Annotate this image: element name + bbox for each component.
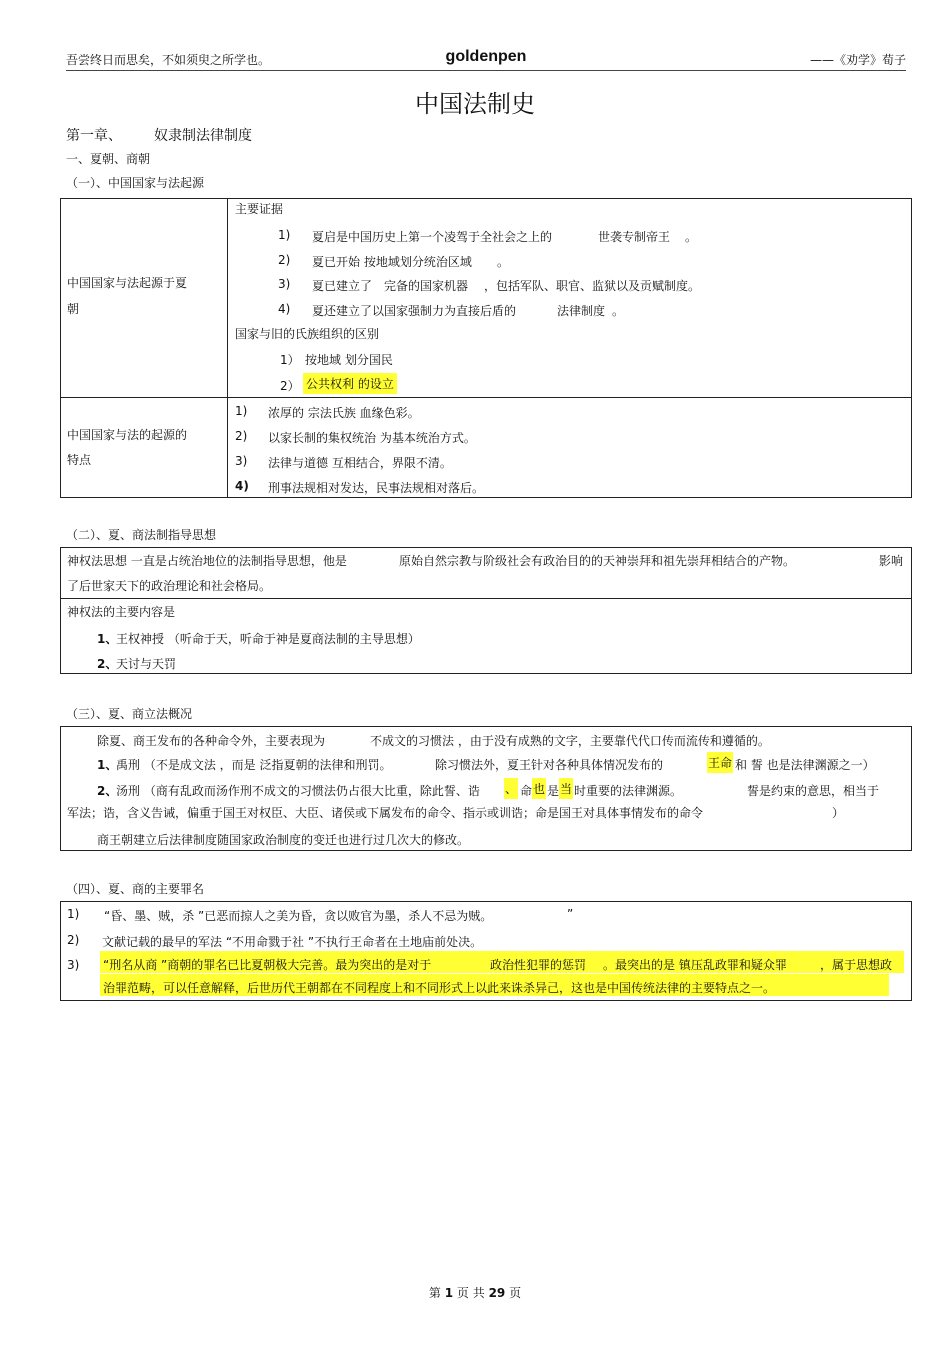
list-item-key: 完备的国家机器 — [384, 279, 469, 293]
paragraph-text: 汤刑 （商有乱政而汤作刑不成文的习惯法仍占很大比重，除此誓、诰 — [116, 784, 480, 798]
total-pages: 29 — [488, 1286, 506, 1300]
highlighted-item: 公共权利 的设立 — [303, 373, 397, 394]
chapter-title: 奴隶制法律制度 — [154, 128, 252, 144]
header-quote: 吾尝终日而思矣，不如须臾之所学也。 — [66, 53, 271, 67]
list-item: 文献记载的最早的军法 “不用命戮于社 ”不执行王命者在土地庙前处决。 — [102, 935, 483, 949]
list-item: 按地域 划分国民 — [305, 353, 393, 367]
list-item-end: 。 — [497, 255, 510, 269]
list-item: 天讨与天罚 — [116, 657, 177, 671]
list-item-key: 世袭专制帝王 — [598, 230, 671, 244]
list-number: 3) — [278, 277, 291, 291]
paragraph-text: 时重要的法律渊源。 — [574, 784, 683, 798]
paragraph-text: 除习惯法外，夏王针对各种具体情况发布的 — [435, 758, 664, 772]
list-item: 。最突出的是 镇压乱政罪和疑众罪 — [603, 958, 787, 972]
list-number: 2、 — [97, 657, 118, 671]
list-item: 王权神授 （听命于天，听命于神是夏商法制的主导思想） — [116, 632, 420, 646]
list-item: “昏、墨、贼，杀 ”已恶而掠人之美为昏，贪以败官为墨，杀人不忌为贼。 — [104, 909, 493, 923]
list-number: 1) — [67, 907, 80, 921]
row-label: 中国国家与法起源于夏 — [67, 276, 188, 290]
footer-mid: 页 共 — [456, 1286, 485, 1300]
paragraph-text: 原始自然宗教与阶级社会有政治目的的天神崇拜和祖先崇拜相结合的产物。 — [399, 554, 796, 568]
paragraph-text: 影响 — [879, 554, 904, 568]
section-heading: 一、夏朝、商朝 — [66, 152, 151, 166]
paragraph-text: 除夏、商王发布的各种命令外，主要表现为 — [97, 734, 326, 748]
list-number: 4) — [235, 479, 249, 493]
list-item-end: ，包括军队、职官、监狱以及贡赋制度。 — [484, 279, 701, 293]
list-number: 1) — [235, 404, 248, 418]
list-number: 3) — [235, 454, 248, 468]
table-divider — [227, 198, 228, 498]
header-brand: goldenpen — [445, 48, 527, 65]
paragraph-text: 不成文的习惯法 ，由于没有成熟的文字，主要靠代代口传而流传和遵循的。 — [370, 734, 770, 748]
list-number: 2、 — [97, 784, 118, 798]
document-title: 中国法制史 — [415, 90, 535, 118]
header-attribution: ——《劝学》荀子 — [809, 53, 906, 67]
list-item: 夏已建立了 — [312, 279, 373, 293]
list-number: 1、 — [97, 758, 118, 772]
subsection-heading: （三）、夏、商立法概况 — [66, 707, 193, 721]
paragraph-text: 禹刑 （不是成文法 ，而是 泛指夏朝的法律和刑罚。 — [116, 758, 392, 772]
list-number: 1、 — [97, 632, 118, 646]
subsection-heading: （一）、中国国家与法起源 — [66, 176, 205, 190]
list-item: 夏启是中国历史上第一个凌驾于全社会之上的 — [312, 230, 553, 244]
page-header — [66, 48, 906, 71]
paragraph-text: 神权法的主要内容是 — [67, 605, 176, 619]
list-item-key: 政治性犯罪的惩罚 — [490, 958, 587, 972]
highlighted-term: 、 — [504, 778, 518, 799]
list-item: 浓厚的 宗法氏族 血缘色彩。 — [268, 406, 420, 420]
list-item: 治罪范畴，可以任意解释，后世历代王朝都在不同程度上和不同形式上以此来诛杀异己，这也是中国传统法律的主要特点之一。 — [103, 981, 776, 995]
list-item: 法律与道德 互相结合，界限不清。 — [268, 456, 452, 470]
row-label: 中国国家与法的起源的 — [67, 428, 188, 442]
list-number: 2) — [278, 253, 291, 267]
paragraph-text: 誓是约束的意思，相当于 — [747, 784, 880, 798]
paragraph-text: 军法；诰，含义告诫，偏重于国王对权臣、大臣、诸侯或下属发布的命令、指示或训诰；命是国王对具体事情发布的命令 — [67, 806, 704, 820]
paragraph-text: 命 — [520, 784, 533, 798]
list-number: 2) — [67, 933, 80, 947]
paragraph-text: 了后世家天下的政治理论和社会格局。 — [67, 579, 272, 593]
list-item-end: 。 — [612, 304, 625, 318]
paragraph-text: 和 誓 也是法律渊源之一） — [735, 758, 875, 772]
evidence-title: 主要证据 — [235, 202, 284, 216]
page-footer — [0, 1284, 950, 1301]
list-item: “刑名从商 ”商朝的罪名已比夏朝极大完善。最为突出的是对于 — [103, 958, 432, 972]
list-number: 3) — [67, 958, 80, 972]
paragraph-text: 商王朝建立后法律制度随国家政治制度的变迁也进行过几次大的修改。 — [97, 833, 470, 847]
list-item-key: 法律制度 — [557, 304, 606, 318]
footer-suffix: 页 — [509, 1286, 522, 1300]
table-row — [60, 397, 912, 498]
list-item: 夏已开始 按地域划分统治区域 — [312, 255, 472, 269]
list-number: 1) — [278, 228, 291, 242]
list-item: 夏还建立了以国家强制力为直接后盾的 — [312, 304, 517, 318]
paragraph-text: ） — [832, 806, 845, 820]
row-label: 特点 — [67, 453, 92, 467]
list-item: ，属于思想政 — [820, 958, 893, 972]
chapter-number: 第一章、 — [66, 128, 122, 144]
list-item-end: 。 — [685, 230, 698, 244]
diff-title: 国家与旧的氏族组织的区别 — [235, 327, 380, 341]
list-item-end: ” — [567, 907, 574, 921]
footer-prefix: 第 — [428, 1286, 441, 1300]
list-number: 1） — [280, 353, 300, 367]
highlighted-term: 当 — [559, 778, 573, 799]
current-page: 1 — [444, 1286, 454, 1300]
list-number: 2) — [235, 429, 248, 443]
subsection-heading: （四）、夏、商的主要罪名 — [66, 882, 205, 896]
list-number: 2） — [280, 379, 300, 393]
list-number: 4) — [278, 302, 291, 316]
highlighted-term: 王命 — [707, 752, 733, 773]
paragraph-text: 神权法思想 一直是占统治地位的法制指导思想，他是 — [67, 554, 347, 568]
subsection-heading: （二）、夏、商法制指导思想 — [66, 528, 217, 542]
list-item: 以家长制的集权统治 为基本统治方式。 — [268, 431, 476, 445]
list-item: 刑事法规相对发达，民事法规相对落后。 — [268, 481, 485, 495]
row-label: 朝 — [67, 302, 80, 316]
paragraph-text: 是 — [547, 784, 560, 798]
highlighted-term: 也 — [532, 778, 546, 799]
